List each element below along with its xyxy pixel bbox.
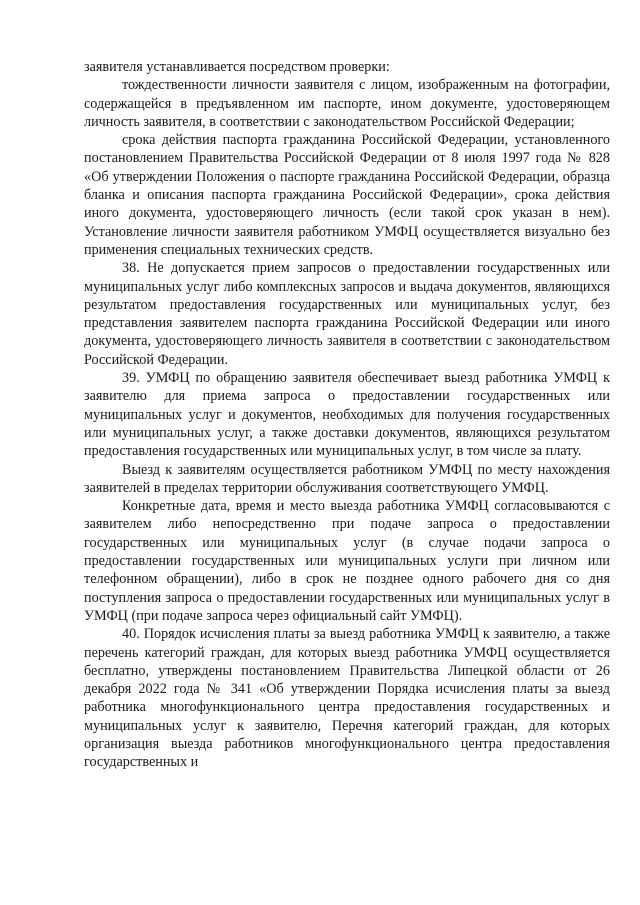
paragraph-intro: заявителя устанавливается посредством проверки:	[84, 59, 390, 75]
paragraph-visit-schedule: Конкретные дата, время и место выезда работника УМФЦ согласовываются с заявителем либо непосредственно при подаче запроса о предоставлении государственных или муниципальных услуг (в случае подачи запроса о предоставлении государственных или муниципальных услуги при личном или телефонном обращении), либо в срок не позднее одного рабочего дня со дня поступления запроса о предоставлении государственных или муниципальных услуг в УМФЦ (при подаче запроса через официальный сайт УМФЦ).	[84, 498, 610, 624]
paragraph-visit-location: Выезд к заявителям осуществляется работником УМФЦ по месту нахождения заявителей в пределах территории обслуживания соответствующего УМФЦ.	[84, 461, 610, 496]
paragraph-item-38: 38. Не допускается прием запросов о предоставлении государственных или муниципальных услуг либо комплексных запросов и выдача документов, являющихся результатом предоставления государственных или муниципальных услуг, без представления заявителем паспорта гражданина Российской Федерации или иного документа, удостоверяющего личность заявителя в соответствии с законодательством Российской Федерации.	[84, 260, 610, 368]
paragraph-item-40: 40. Порядок исчисления платы за выезд работника УМФЦ к заявителю, а также перечень категорий граждан, для которых выезд работника УМФЦ осуществляется бесплатно, утверждены постановлением Правительства Липецкой области от 26 декабря 2022 года № 341 «Об утверждении Порядка исчисления платы за выезд работника многофункционального центра предоставления государственных и муниципальных услуг к заявителю, Перечня категорий граждан, для которых организация выезда работников многофункционального центра предоставления государственных и	[84, 626, 610, 771]
paragraph-identity-check: тождественности личности заявителя с лицом, изображенным на фотографии, содержащейся в предъявленном им паспорте, ином документе, удостоверяющем личность заявителя, в соответствии с законодательством Российской Федерации;	[84, 77, 610, 130]
paragraph-passport-validity: срока действия паспорта гражданина Российской Федерации, установленного постановлением Правительства Российской Федерации от 8 июля 1997 года № 828 «Об утверждении Положения о паспорте гражданина Российской Федерации, образца бланка и описания паспорта гражданина Российской Федерации», срока действия иного документа, удостоверяющего личность (если такой срок указан в нем). Установление личности заявителя работником УМФЦ осуществляется визуально без применения специальных технических средств.	[84, 132, 610, 258]
document-page	[84, 58, 610, 772]
paragraph-item-39: 39. УМФЦ по обращению заявителя обеспечивает выезд работника УМФЦ к заявителю для приема запроса о предоставлении государственных или муниципальных услуг и документов, необходимых для получения государственных или муниципальных услуг, а также доставки документов, являющихся результатом предоставления государственных или муниципальных услуг, в том числе за плату.	[84, 370, 610, 460]
